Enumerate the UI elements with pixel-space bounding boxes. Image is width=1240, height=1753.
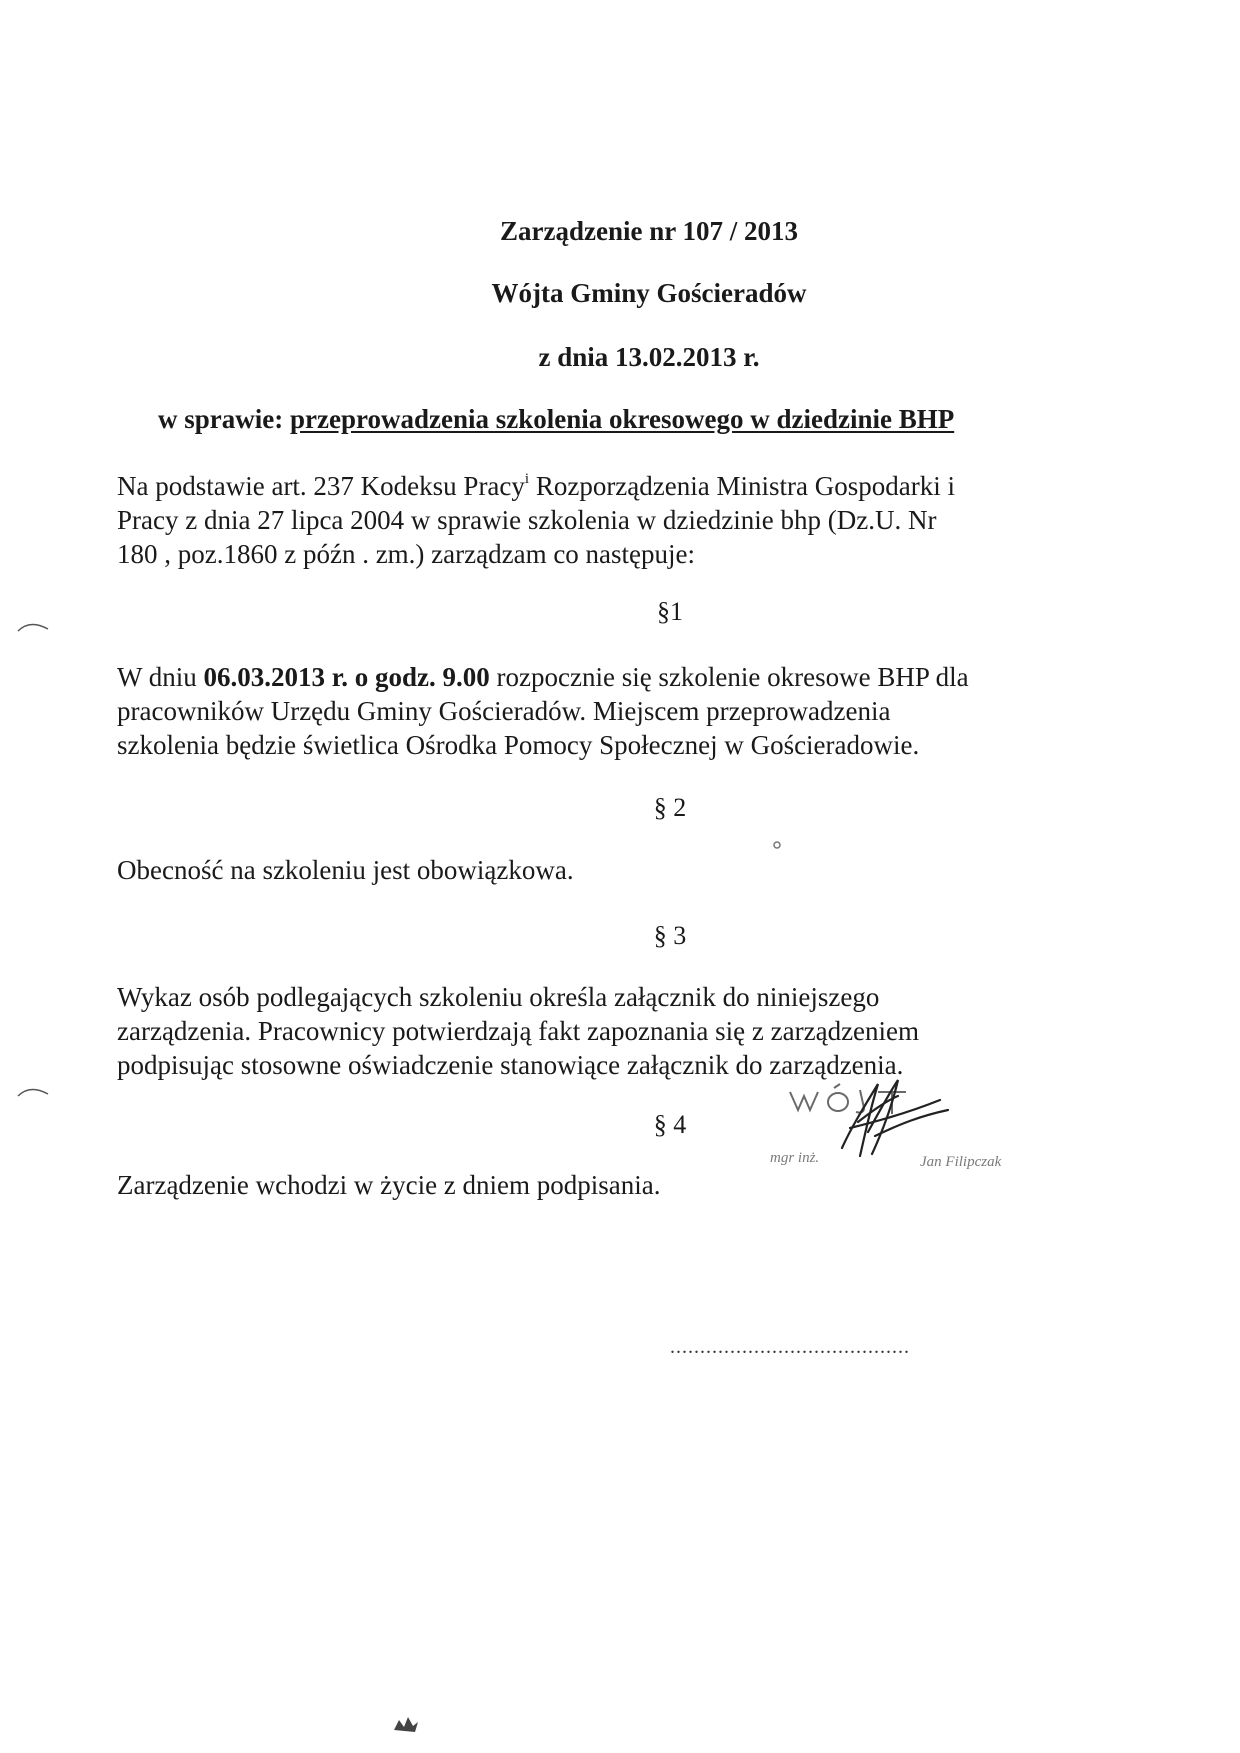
scan-mark-icon xyxy=(14,615,54,637)
preamble-line-3: 180 , poz.1860 z późn . zm.) zarządzam co następuje: xyxy=(117,539,696,569)
preamble-line-2: Pracy z dnia 27 lipca 2004 w sprawie szkolenia w dziedzinie bhp (Dz.U. Nr xyxy=(117,505,937,535)
document-subject xyxy=(158,404,954,435)
preamble-paragraph xyxy=(117,462,1057,571)
section-3-line-1: Wykaz osób podlegających szkoleniu określa załącznik do niniejszego xyxy=(117,982,880,1012)
scan-speck-icon xyxy=(770,838,784,852)
section-1-line-1: W dniu 06.03.2013 r. o godz. 9.00 rozpocznie się szkolenie okresowe BHP dla xyxy=(117,662,969,692)
document-date: z dnia 13.02.2013 r. xyxy=(538,342,760,372)
section-symbol-1: §1 xyxy=(657,597,683,626)
section-1-line-3: szkolenia będzie świetlica Ośrodka Pomocy Społecznej w Gościeradowie. xyxy=(117,730,920,760)
section-1-line-2: pracowników Urzędu Gminy Gościeradów. Miejscem przeprowadzenia xyxy=(117,696,891,726)
signature-stamp-image xyxy=(770,1070,1040,1180)
scan-smudge-icon xyxy=(391,1712,421,1736)
section-3-text xyxy=(117,980,1057,1082)
section-symbol-4: § 4 xyxy=(653,1110,687,1139)
section-1-text xyxy=(117,660,1057,762)
subject-topic: przeprowadzenia szkolenia okresowego w dziedzinie BHP xyxy=(289,404,955,434)
svg-text:Jan Filipczak: Jan Filipczak xyxy=(920,1154,1002,1170)
document-title: Zarządzenie nr 107 / 2013 xyxy=(500,216,798,246)
scan-mark-icon xyxy=(14,1080,54,1102)
section-3-line-2: zarządzenia. Pracownicy potwierdzają fakt zapoznania się z zarządzeniem xyxy=(117,1016,920,1046)
section-symbol-2: § 2 xyxy=(653,793,687,822)
section-2-text xyxy=(117,853,1057,887)
section-3-line-3: podpisując stosowne oświadczenie stanowiące załącznik do zarządzenia. xyxy=(117,1050,904,1080)
section-2-line-1: Obecność na szkoleniu jest obowiązkowa. xyxy=(117,855,574,885)
subject-prefix: w sprawie: xyxy=(158,404,284,434)
section-4-line-1: Zarządzenie wchodzi w życie z dniem podpisania. xyxy=(117,1170,661,1200)
signature-dotted-line: ........................................ xyxy=(670,1336,910,1358)
svg-text:mgr inż.: mgr inż. xyxy=(770,1150,820,1166)
preamble-line-1: Na podstawie art. 237 Kodeksu Pracy$^i$ Rozporządzenia Ministra Gospodarki i xyxy=(117,471,955,501)
document-issuer: Wójta Gminy Gościeradów xyxy=(491,278,807,308)
preamble-footnote-marker: i xyxy=(524,471,530,487)
section-symbol-3: § 3 xyxy=(653,921,687,950)
